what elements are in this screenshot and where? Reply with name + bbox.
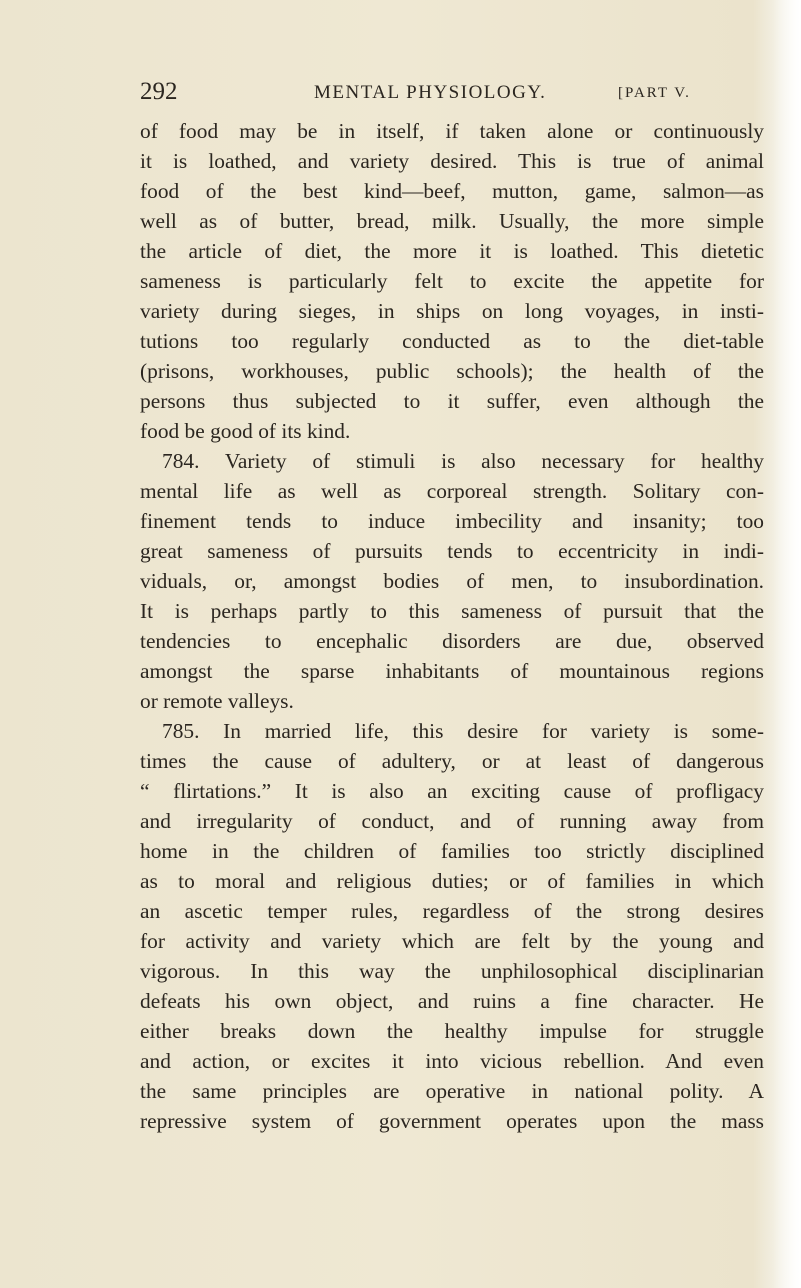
- text-line: tendencies to encephalic disorders are due, observed: [140, 629, 764, 653]
- text-line: of food may be in itself, if taken alone or continuously: [140, 119, 764, 143]
- text-line: repressive system of government operates upon the mass: [140, 1109, 764, 1133]
- text-line: great sameness of pursuits tends to eccentricity in indi-: [140, 539, 764, 563]
- text-line: “ flirtations.” It is also an exciting cause of profligacy: [140, 779, 764, 803]
- page-number: 292: [140, 78, 178, 105]
- page-header: [140, 78, 768, 112]
- paragraph-start-785: 785. In married life, this desire for variety is some-: [162, 719, 764, 743]
- part-label: [618, 78, 691, 106]
- text-line: tutions too regularly conducted as to the diet-table: [140, 329, 764, 353]
- text-line: home in the children of families too strictly disciplined: [140, 839, 764, 863]
- text-line: persons thus subjected to it suffer, even although the: [140, 389, 764, 413]
- text-line: and irregularity of conduct, and of running away from: [140, 809, 764, 833]
- text-line: vigorous. In this way the unphilosophical disciplinarian: [140, 959, 764, 983]
- text-line: food be good of its kind.: [140, 419, 351, 443]
- text-line: mental life as well as corporeal strength. Solitary con-: [140, 479, 764, 503]
- text-line: or remote valleys.: [140, 689, 294, 713]
- paragraph-start-784: 784. Variety of stimuli is also necessary for healthy: [162, 449, 764, 473]
- text-line: variety during sieges, in ships on long voyages, in insti-: [140, 299, 764, 323]
- text-line: either breaks down the healthy impulse for struggle: [140, 1019, 764, 1043]
- text-line: it is loathed, and variety desired. This is true of animal: [140, 149, 764, 173]
- text-line: defeats his own object, and ruins a fine character. He: [140, 989, 764, 1013]
- text-line: It is perhaps partly to this sameness of pursuit that the: [140, 599, 764, 623]
- text-line: and action, or excites it into vicious rebellion. And even: [140, 1049, 764, 1073]
- text-line: well as of butter, bread, milk. Usually, the more simple: [140, 209, 764, 233]
- page-edge-shadow: [773, 0, 801, 1288]
- text-line: sameness is particularly felt to excite the appetite for: [140, 269, 764, 293]
- text-line: (prisons, workhouses, public schools); the health of the: [140, 359, 764, 383]
- text-line: viduals, or, amongst bodies of men, to insubordination.: [140, 569, 764, 593]
- text-line: finement tends to induce imbecility and insanity; too: [140, 509, 764, 533]
- text-line: for activity and variety which are felt by the young and: [140, 929, 764, 953]
- text-line: food of the best kind—beef, mutton, game, salmon—as: [140, 179, 764, 203]
- part-label-text: [PART V.: [618, 85, 691, 101]
- text-line: times the cause of adultery, or at least of dangerous: [140, 749, 764, 773]
- text-line: the article of diet, the more it is loathed. This dietetic: [140, 239, 764, 263]
- text-line: an ascetic temper rules, regardless of the strong desires: [140, 899, 764, 923]
- text-line: amongst the sparse inhabitants of mountainous regions: [140, 659, 764, 683]
- running-title: MENTAL PHYSIOLOGY.: [314, 82, 547, 103]
- text-line: as to moral and religious duties; or of families in which: [140, 869, 764, 893]
- body-text: [140, 116, 764, 1136]
- text-line: the same principles are operative in national polity. A: [140, 1079, 764, 1103]
